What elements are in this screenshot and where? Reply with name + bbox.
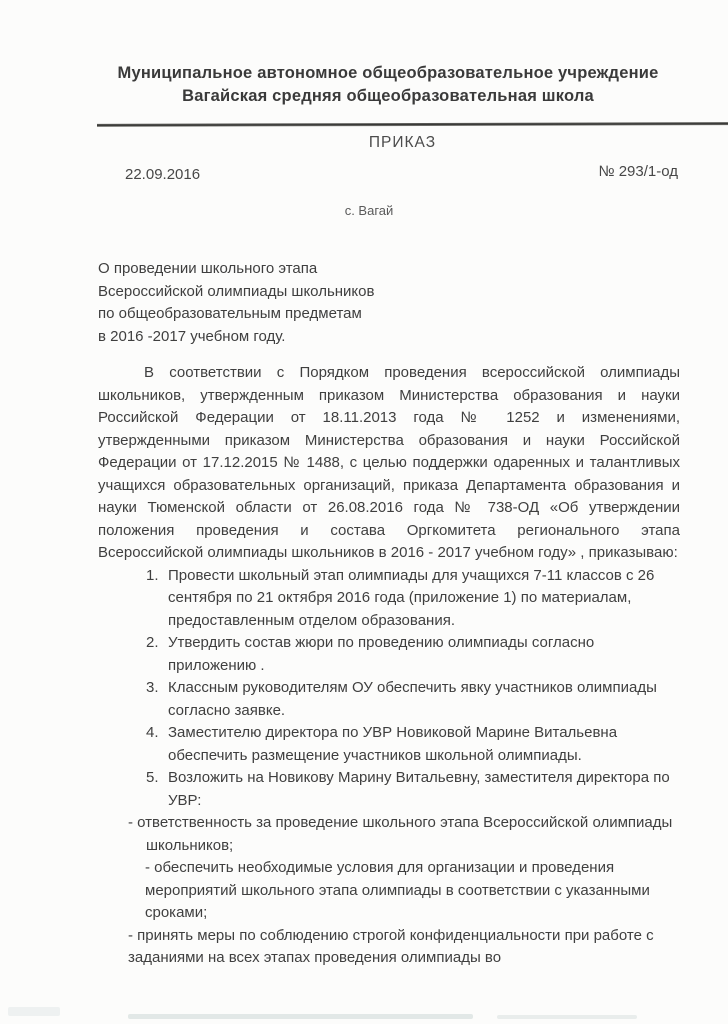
responsibility-list bbox=[98, 812, 680, 970]
order-item-text: Заместителю директора по УВР Новиковой Марине Витальевна обеспечить размещение участников школьной олимпиады. bbox=[168, 724, 618, 764]
responsibility-item: - ответственность за проведение школьного этапа Всероссийской олимпиады школьников; bbox=[128, 814, 673, 854]
subject-line-4: в 2016 -2017 учебном году. bbox=[98, 327, 286, 345]
order-item bbox=[146, 767, 680, 812]
subject-line-1: О проведении школьного этапа bbox=[98, 260, 318, 277]
organization-name bbox=[60, 62, 716, 108]
document-type-heading: ПРИКАЗ bbox=[368, 134, 437, 151]
document-subject bbox=[98, 258, 680, 348]
order-item-number: 1. bbox=[146, 566, 159, 584]
organization-name-line2: Вагайская средняя общеобразовательная школа bbox=[182, 87, 594, 105]
order-item bbox=[146, 632, 680, 677]
responsibility-item: - принять меры по соблюдению строгой конфиденциальности при работе с заданиями на всех этапах проведения олимпиады во bbox=[128, 926, 654, 966]
organization-name-line1: Муниципальное автономное общеобразовательное учреждение bbox=[117, 64, 659, 82]
order-list bbox=[98, 565, 680, 813]
responsibility-item: - обеспечить необходимые условия для организации и проведения мероприятий школьного этапа олимпиады в соответствии с указанными сроками; bbox=[145, 859, 650, 921]
order-item-text: Провести школьный этап олимпиады для учащихся 7-11 классов с 26 сентября по 21 октября 2016 года (приложение 1) по материалам, предоставленным отделом образования. bbox=[168, 566, 655, 629]
order-item-text: Классным руководителям ОУ обеспечить явку участников олимпиады согласно заявке. bbox=[168, 679, 657, 719]
document-meta-row bbox=[0, 163, 728, 186]
order-item bbox=[146, 565, 680, 633]
order-item-number: 4. bbox=[146, 724, 159, 741]
order-item-text: Возложить на Новикову Марину Витальевну, заместителя директора по УВР: bbox=[168, 769, 670, 809]
preamble-paragraph: В соответствии с Порядком проведения всероссийской олимпиады школьников, утвержденным приказом Министерства образования и науки Российской Федерации от 18.11.2013 года № 1252 и изменениями, утвержденными приказом Министерства образования и науки Российской Федерации от 17.12.2015 № 1488, с целью поддержки одаренных и талантливых учащихся образовательных организаций, приказа Департамента образования и науки Тюменской области от 26.08.2016 года № 738-ОД «Об утверждении положения проведения и состава Оргкомитета регионального этапа Всероссийской олимпиады школьников в 2016 - 2017 учебном году» , приказываю: bbox=[98, 364, 680, 561]
subject-line-3: по общеобразовательным предметам bbox=[98, 305, 362, 322]
document-number: № 293/1-од bbox=[598, 163, 678, 180]
order-item-number: 2. bbox=[146, 634, 159, 651]
document-date: 22.09.2016 bbox=[125, 166, 201, 183]
header-divider-line bbox=[97, 122, 728, 127]
document-body bbox=[98, 258, 680, 970]
order-item bbox=[146, 722, 680, 767]
order-item bbox=[146, 677, 680, 722]
document-place: с. Вагай bbox=[344, 203, 394, 218]
order-item-number: 5. bbox=[146, 769, 159, 786]
scan-artifact bbox=[128, 1014, 473, 1019]
subject-line-2: Всероссийской олимпиады школьников bbox=[98, 282, 375, 300]
scan-artifact bbox=[8, 1007, 60, 1016]
order-item-text: Утвердить состав жюри по проведению олимпиады согласно приложению . bbox=[168, 634, 595, 674]
order-item-number: 3. bbox=[146, 679, 159, 696]
scan-artifact bbox=[497, 1015, 637, 1019]
